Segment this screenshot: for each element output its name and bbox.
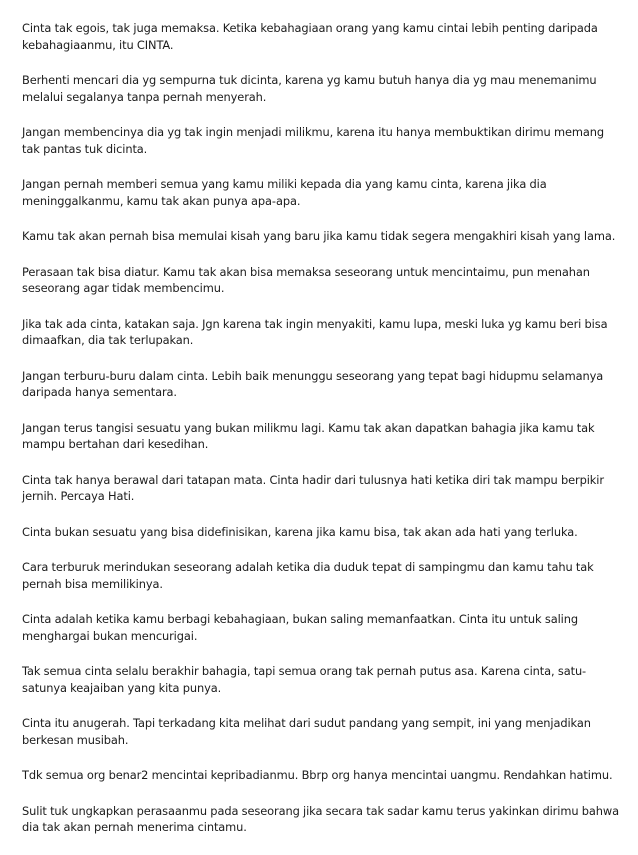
paragraph: Jika tak ada cinta, katakan saja. Jgn karena tak ingin menyakiti, kamu lupa, meski luka yg kamu beri bisa dimaafkan, dia tak terlupakan. (22, 316, 608, 347)
document-body (22, 20, 622, 855)
paragraph: Tdk semua org benar2 mencintai kepribadianmu. Bbrp org hanya mencintai uangmu. Rendahkan hatimu. (22, 768, 613, 782)
paragraph: Cinta itu anugerah. Tapi terkadang kita melihat dari sudut pandang yang sempit, ini yang menjadikan berkesan musibah. (22, 716, 591, 747)
paragraph: Kamu tak akan pernah bisa memulai kisah yang baru jika kamu tidak segera mengakhiri kisah yang lama. (22, 229, 616, 243)
paragraph: Jangan terburu-buru dalam cinta. Lebih baik menunggu seseorang yang tepat bagi hidupmu selamanya daripada hanya sementara. (22, 368, 604, 399)
paragraph: Cinta adalah ketika kamu berbagi kebahagiaan, bukan saling memanfaatkan. Cinta itu untuk saling menghargai bukan mencurigai. (22, 612, 578, 643)
paragraph: Cinta bukan sesuatu yang bisa didefinisikan, karena jika kamu bisa, tak akan ada hati yang terluka. (22, 524, 578, 539)
paragraph: Jangan membencinya dia yg tak ingin menjadi milikmu, karena itu hanya membuktikan dirimu memang tak pantas tuk dicinta. (22, 125, 605, 156)
paragraph: Cinta tak hanya berawal dari tatapan mata. Cinta hadir dari tulusnya hati ketika diri tak mampu berpikir jernih. Percaya Hati. (22, 472, 604, 503)
paragraph: Perasaan tak bisa diatur. Kamu tak akan bisa memaksa seseorang untuk mencintaimu, pun menahan seseorang agar tidak membencimu. (22, 264, 590, 295)
paragraph: Jangan pernah memberi semua yang kamu miliki kepada dia yang kamu cinta, karena jika dia meninggalkanmu, kamu tak akan punya apa-apa. (22, 177, 547, 208)
paragraph: Tak semua cinta selalu berakhir bahagia, tapi semua orang tak pernah putus asa. Karena cinta, satu-satunya keajaiban yang kita punya. (22, 664, 587, 695)
paragraph: Berhenti mencari dia yg sempurna tuk dicinta, karena yg kamu butuh hanya dia yg mau menemanimu melalui segalanya tanpa pernah menyerah. (22, 73, 597, 104)
paragraph: Cinta tak egois, tak juga memaksa. Ketika kebahagiaan orang yang kamu cintai lebih penting daripada kebahagiaanmu, itu CINTA. (22, 21, 598, 52)
paragraph: Sulit tuk ungkapkan perasaanmu pada seseorang jika secara tak sadar kamu terus yakinkan dirimu bahwa dia tak akan pernah menerima cintamu. (22, 803, 619, 834)
paragraph: Jangan terus tangisi sesuatu yang bukan milikmu lagi. Kamu tak akan dapatkan bahagia jika kamu tak mampu bertahan dari kesedihan. (22, 420, 595, 451)
paragraph: Cara terburuk merindukan seseorang adalah ketika dia duduk tepat di sampingmu dan kamu tahu tak pernah bisa memilikinya. (22, 560, 594, 591)
